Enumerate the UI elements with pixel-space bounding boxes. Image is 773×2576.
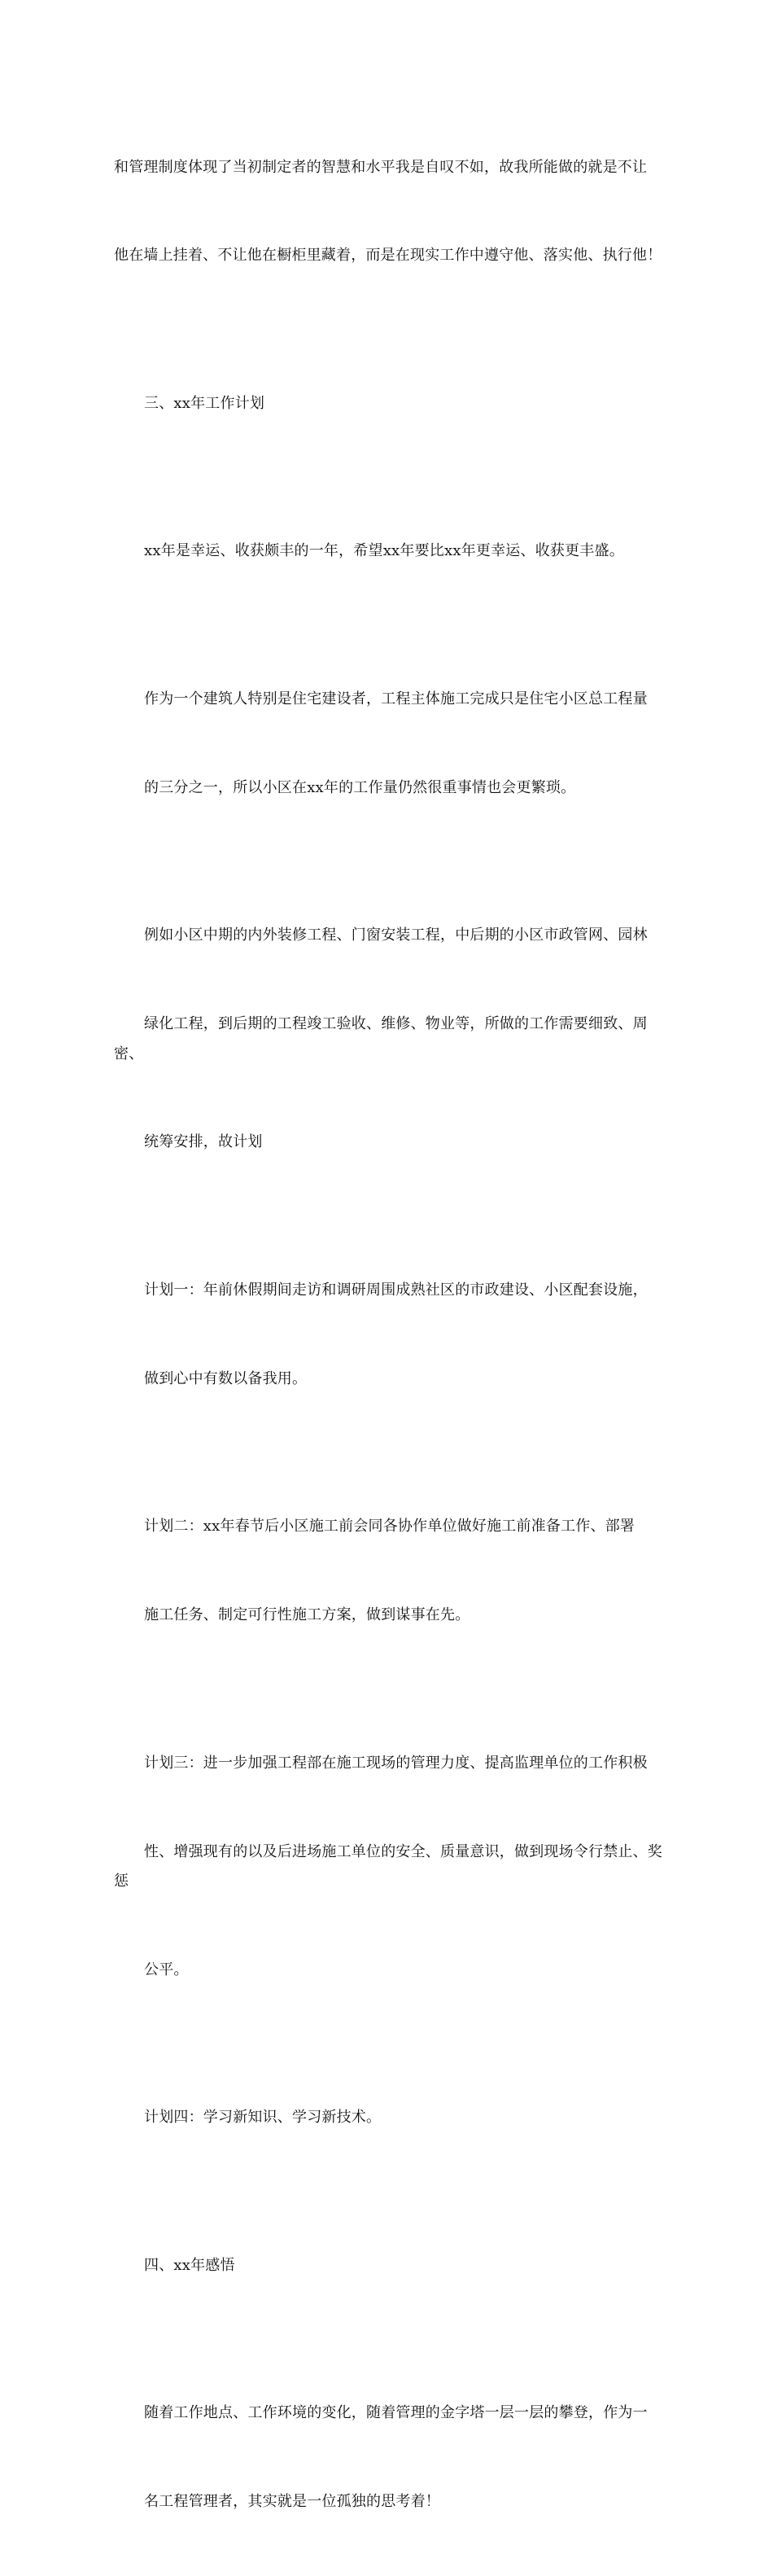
- paragraph-plan-four: [114, 2044, 662, 2192]
- heading-text: 四、xx年感悟: [144, 2256, 235, 2274]
- document-body: [114, 94, 662, 2576]
- text-line: 做到心中有数以备我用。: [144, 1369, 308, 1387]
- paragraph-management-system: [114, 94, 662, 330]
- text-line: 公平。: [144, 1960, 189, 1978]
- paragraph-builder: [114, 625, 662, 861]
- text-line: 性、增强现有的以及后进场施工单位的安全、质量意识，做到现场令行禁止、奖惩: [114, 1842, 662, 1890]
- paragraph-plan-one: [114, 1216, 662, 1452]
- section-heading-work-plan: [114, 330, 662, 477]
- text-line: 例如小区中期的内外装修工程、门窗安装工程，中后期的小区市政管网、园林: [144, 927, 648, 944]
- text-line: 计划二：xx年春节后小区施工前会同各协作单位做好施工前准备工作、部署: [144, 1518, 635, 1536]
- text-line: 计划一：年前休假期间走访和调研周围成熟社区的市政建设、小区配套设施，: [144, 1281, 648, 1299]
- paragraph-plan-two: [114, 1453, 662, 1689]
- paragraph-lucky-year: [114, 478, 662, 625]
- paragraph-plan-three: [114, 1689, 662, 2044]
- text-line: 和管理制度体现了当初制定者的智慧和水平我是自叹不如，故我所能做的就是不让: [114, 158, 648, 176]
- text-line: 绿化工程，到后期的工程竣工验收、维修、物业等，所做的工作需要细致、周密、: [114, 1015, 648, 1062]
- text-line: 他在墙上挂着、不让他在橱柜里藏着，而是在现实工作中遵守他、落实他、执行他！: [114, 247, 662, 265]
- text-line: 施工任务、制定可行性施工方案，做到谋事在先。: [144, 1606, 470, 1624]
- paragraph-insight: [114, 2340, 662, 2576]
- text-line: 统筹安排，故计划: [144, 1133, 263, 1151]
- paragraph-example-works: [114, 862, 662, 1217]
- text-line: 计划三：进一步加强工程部在施工现场的管理力度、提高监理单位的工作积极: [144, 1754, 648, 1772]
- text-line: 随着工作地点、工作环境的变化，随着管理的金字塔一层一层的攀登，作为一: [144, 2404, 648, 2422]
- text-line: 的三分之一，所以小区在xx年的工作量仍然很重事情也会更繁琐。: [144, 778, 576, 796]
- text-line: 作为一个建筑人特别是住宅建设者，工程主体施工完成只是住宅小区总工程量: [144, 690, 648, 708]
- text-line: 名工程管理者，其实就是一位孤独的思考着！: [144, 2493, 440, 2511]
- section-heading-insights: [114, 2192, 662, 2339]
- heading-text: 三、xx年工作计划: [144, 394, 265, 412]
- text-line: 计划四：学习新知识、学习新技术。: [144, 2109, 382, 2127]
- text-line: xx年是幸运、收获颇丰的一年，希望xx年要比xx年更幸运、收获更丰盛。: [144, 542, 624, 560]
